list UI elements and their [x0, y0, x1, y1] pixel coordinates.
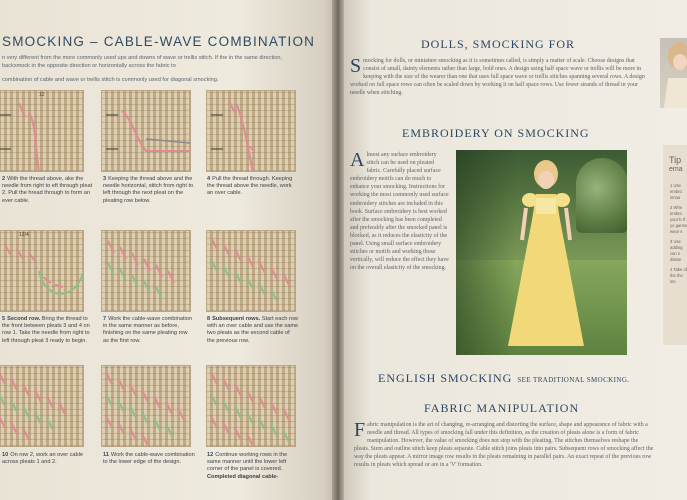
thread-path: [39, 271, 83, 294]
doll-figure: [660, 38, 687, 108]
sidebar-item: [670, 183, 687, 201]
step-number: 2: [2, 176, 6, 182]
step-7-image: [101, 230, 191, 312]
step-number: 4: [207, 176, 211, 182]
dress-puff-sleeve: [554, 193, 570, 207]
step-heading: Completed diagonal cable-: [207, 473, 279, 480]
left-page-intro: n very different from the more commonly used ups and downs of wave or trellis stitch. If the in the same direction, backsmock in the opposite direction or horizontally across the fabric to: [2, 55, 283, 69]
cable-stitch: [5, 245, 35, 261]
doll-photo-cropped: [660, 38, 687, 108]
step-text: Pull the thread through. Keeping the thread above the needle, work an over cable.: [207, 176, 293, 197]
paragraph: mocking for dolls, or miniature smocking as it is sometimes called, is simply a matter of scale. Choose designs that consist of small, dainty elements rather than large, bold ones. A design using half space wave or trellis will be more in keeping with the size of the wearer than one that uses full space wave or trellis stitches spanning several rows. A design worked on full space rows can often be scaled down by working it on half space rows. Use fewer strands of thread in your needle when stitching.: [350, 58, 645, 97]
step-text: Start each row with an over cable and use the same two pleats as the second cable of the previous row.: [207, 316, 299, 344]
sidebar-item-text: Whe embro your b If yo garme wear s: [670, 205, 687, 234]
step-text: Keeping the thread above and the needle horizontal, stitch from right to left through the next pleat on the pleating row below.: [103, 176, 194, 204]
dress-smocked-bodice: [536, 198, 556, 214]
sidebar-item-text: Take of the the sm: [670, 267, 687, 284]
english-smocking-heading: ENGLISH SMOCKING: [378, 371, 513, 385]
sidebar-title-line: Tip: [669, 155, 682, 165]
step-12-stitch-illustration: [207, 366, 296, 447]
thread-path: [237, 105, 253, 172]
sidebar-item: [670, 205, 687, 235]
cable-stitch: [0, 416, 29, 440]
step-10-caption: [2, 452, 94, 466]
dolls-section-title: DOLLS, SMOCKING FOR: [421, 37, 576, 51]
step-5-caption: [2, 316, 94, 345]
fabric-manipulation-text: [354, 421, 654, 470]
sidebar-item: [670, 239, 687, 263]
step-text: Work the cable-wave combination in the same manner as before, finishing on the same pleating row as the first row.: [103, 316, 192, 344]
step-8-stitch-illustration: [207, 231, 296, 312]
embroidery-section-text: [350, 151, 450, 272]
step-7-stitch-illustration: [102, 231, 191, 312]
sidebar-item-text: Use embro smoo: [670, 183, 682, 200]
thread-path: [122, 111, 190, 151]
cable-stitch: [106, 394, 172, 436]
cable-stitch: [0, 372, 65, 414]
step-3-stitch-illustration: [102, 91, 191, 172]
sidebar-item: [670, 267, 687, 285]
step-heading: Subsequent rows.: [212, 316, 261, 322]
step-number: 12: [207, 452, 214, 458]
sidebar-item-number: 2: [670, 205, 673, 210]
cable-stitch: [0, 394, 53, 430]
cable-stitch: [211, 237, 289, 285]
sidebar-title-line: ema: [669, 166, 683, 173]
fabric-manipulation-title: FABRIC MANIPULATION: [424, 401, 580, 415]
english-smocking-title: [378, 371, 629, 386]
left-page-intro-tail: combination of cable and wave or trellis stitch is commonly used for diagonal smocking.: [2, 77, 219, 83]
step-12-image: [206, 365, 296, 447]
step-10-stitch-illustration: [0, 366, 84, 447]
figure-number: 12/4: [19, 232, 29, 238]
step-11-stitch-illustration: [102, 366, 191, 447]
dropcap: F: [354, 419, 366, 441]
step-5-image: [0, 230, 84, 312]
step-3-image: [101, 90, 191, 172]
doll-dress: [664, 78, 687, 108]
cable-stitch: [19, 103, 25, 117]
step-number: 11: [103, 452, 109, 458]
dropcap: A: [350, 149, 365, 171]
step-4-image: [206, 90, 296, 172]
dress-puff-sleeve: [522, 193, 538, 207]
step-8-image: [206, 230, 296, 312]
step-text: Work the cable-wave combination to the lower edge of the design.: [103, 452, 195, 466]
left-page-title: SMOCKING – CABLE-WAVE COMBINATION: [2, 34, 316, 49]
thread-path: [29, 113, 39, 172]
cable-stitch: [211, 259, 277, 301]
cable-stitch: [211, 372, 289, 420]
sidebar-item-number: 1: [670, 183, 673, 188]
step-text: On row 2, work an over cable across pleats 1 and 2.: [2, 452, 83, 466]
sidebar-item-number: 3: [670, 239, 673, 244]
step-text: Bring the thread to the front between pleats 3 and 4 on row 1. Take the needle from right to left through pleat 3 ready to begin.: [2, 316, 90, 344]
step-4-stitch-illustration: [207, 91, 296, 172]
dolls-section-text: [350, 57, 650, 97]
left-page: [0, 0, 338, 500]
step-4-caption: [207, 176, 299, 198]
step-12-caption: [207, 452, 299, 481]
step-3-caption: [103, 176, 195, 205]
embroidery-section-title: EMBROIDERY ON SMOCKING: [402, 126, 590, 140]
step-11-caption: [103, 452, 195, 466]
step-2-stitch-illustration: [0, 91, 84, 172]
girl-in-smocked-dress-photo: [456, 150, 627, 355]
doll-face: [673, 54, 687, 70]
needle: [146, 139, 190, 143]
step-number: 7: [103, 316, 107, 322]
cable-stitch: [106, 416, 148, 446]
right-page: [344, 0, 687, 500]
step-10-image: [0, 365, 84, 447]
step-2-image: [0, 90, 84, 172]
paragraph: abric manipulation is the art of changing, re-arranging and distorting the surface, shape and appearance of fabric with a needle and thread. All types of smocking fall under this definition, as the creation of pleats alone is a form of fabric manipulation. However, the value of smocking does not stop with the pleating. The stitches themselves reshape the pleats. Stem and outline stitch keep pleats separate. Cable stitch joins pleats into pairs. Subsequent rows of smocking affect the way the pleats appear. A mirror image row results in the pleats remaining in parallel pairs. An exact repeat of the previous row results in pleats which spread or are in a 'V' formation.: [354, 422, 654, 469]
step-heading: Second row.: [7, 316, 41, 322]
cable-stitch: [106, 372, 184, 420]
photo-girl-figure: [456, 150, 627, 355]
step-11-image: [101, 365, 191, 447]
cable-stitch: [108, 241, 174, 283]
dropcap: S: [350, 55, 362, 77]
girl-face: [538, 171, 554, 189]
sidebar-item-number: 4: [670, 267, 673, 272]
step-7-caption: [103, 316, 195, 345]
step-number: 3: [103, 176, 107, 182]
girl-dress: [508, 194, 584, 346]
paragraph: lmost any surface embroidery stitch can be used on pleated fabric. Carefully placed surface embroidery motifs can do much to enhance your smocking. Instructions for working the most commonly used surface embroidery stitches are included in this book. Surface embroidery is best worked after the smocking has been completed and preferably after the smocked panel is blocked, as it reduces the elasticity of the panel. Using small surface embroidery stitches or motifs and working those vertically, will reduce the effect they have on the overall elasticity of the smocking.: [350, 152, 449, 272]
step-number: 10: [2, 452, 9, 458]
step-text: Continue working rows in the same manner until the lower left corner of the panel is covered.: [207, 452, 288, 473]
step-2-caption: [2, 176, 94, 205]
step-8-caption: [207, 316, 299, 345]
sidebar-item-text: Use adding can s distan: [670, 239, 683, 262]
see-also-reference: SEE TRADITIONAL SMOCKING.: [517, 376, 630, 384]
tips-sidebar-list: [670, 183, 687, 285]
step-text: With the thread above, ake the needle from right to eft through pleat 2. Pull the hread through to form an ever cable.: [2, 176, 93, 204]
cable-stitch: [211, 416, 253, 446]
step-5-stitch-illustration: [0, 231, 84, 312]
cable-stitch: [229, 101, 255, 151]
cable-stitch: [108, 263, 162, 299]
figure-number: 12: [39, 92, 45, 98]
tips-sidebar-title: [669, 155, 683, 175]
cable-stitch: [211, 394, 289, 442]
step-number: 5: [2, 316, 6, 322]
step-number: 8: [207, 316, 211, 322]
